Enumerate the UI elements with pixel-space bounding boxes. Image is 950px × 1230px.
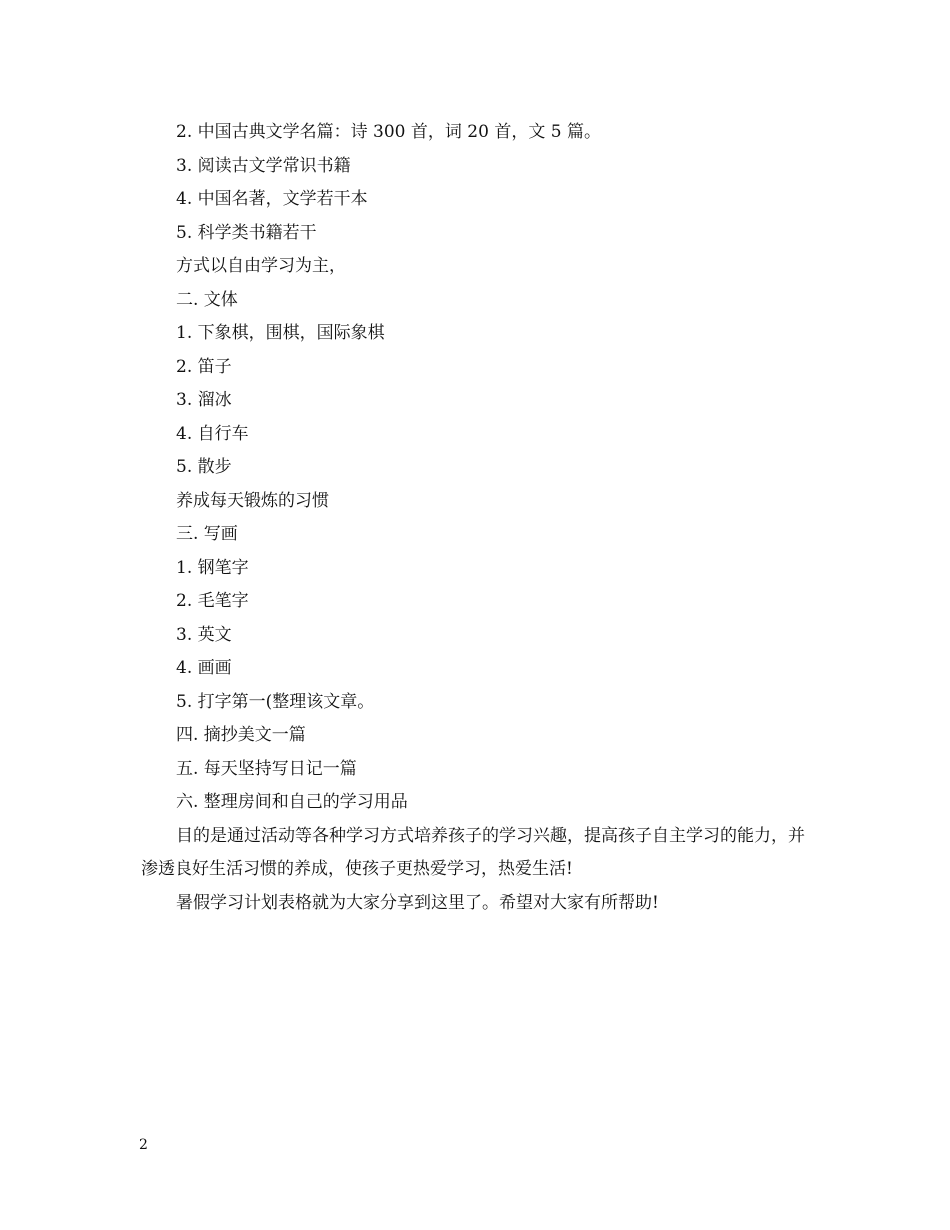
page-number: 2	[139, 1137, 148, 1153]
section-heading-excerpt: 四. 摘抄美文一篇	[176, 725, 306, 745]
list-item-ancient-literature-books: 3. 阅读古文学常识书籍	[176, 155, 351, 176]
list-item-classical-literature: 2. 中国古典文学名篇：诗 300 首，词 20 首，文 5 篇。	[176, 122, 601, 142]
list-item-flute: 2. 笛子	[176, 356, 232, 377]
study-method-note: 方式以自由学习为主，	[176, 256, 346, 276]
list-item-pen-calligraphy: 1. 钢笔字	[176, 557, 249, 578]
list-item-bicycle: 4. 自行车	[176, 423, 249, 444]
closing-line: 暑假学习计划表格就为大家分享到这里了。希望对大家有所帮助!	[176, 892, 659, 913]
list-item-skating: 3. 溜冰	[176, 390, 232, 410]
list-item-english: 3. 英文	[176, 624, 232, 645]
section-heading-diary: 五. 每天坚持写日记一篇	[176, 758, 357, 779]
document-body	[141, 116, 821, 920]
list-item-walking: 5. 散步	[176, 457, 232, 477]
section-heading-sports: 二. 文体	[176, 289, 238, 310]
list-item-chinese-classics: 4. 中国名著，文学若干本	[176, 189, 368, 209]
purpose-paragraph: 目的是通过活动等各种学习方式培养孩子的学习兴趣，提高孩子自主学习的能力，并渗透良好生活习惯的养成，使孩子更热爱学习，热爱生活!	[141, 825, 805, 879]
section-heading-tidy-room: 六. 整理房间和自己的学习用品	[176, 792, 408, 812]
list-item-typing: 5. 打字第一(整理该文章。	[176, 691, 375, 712]
section-heading-writing-drawing: 三. 写画	[176, 524, 238, 544]
list-item-brush-calligraphy: 2. 毛笔字	[176, 591, 249, 611]
list-item-chess: 1. 下象棋，围棋，国际象棋	[176, 323, 385, 343]
list-item-science-books: 5. 科学类书籍若干	[176, 222, 317, 243]
exercise-habit-note: 养成每天锻炼的习惯	[176, 490, 329, 511]
list-item-drawing: 4. 画画	[176, 658, 232, 678]
